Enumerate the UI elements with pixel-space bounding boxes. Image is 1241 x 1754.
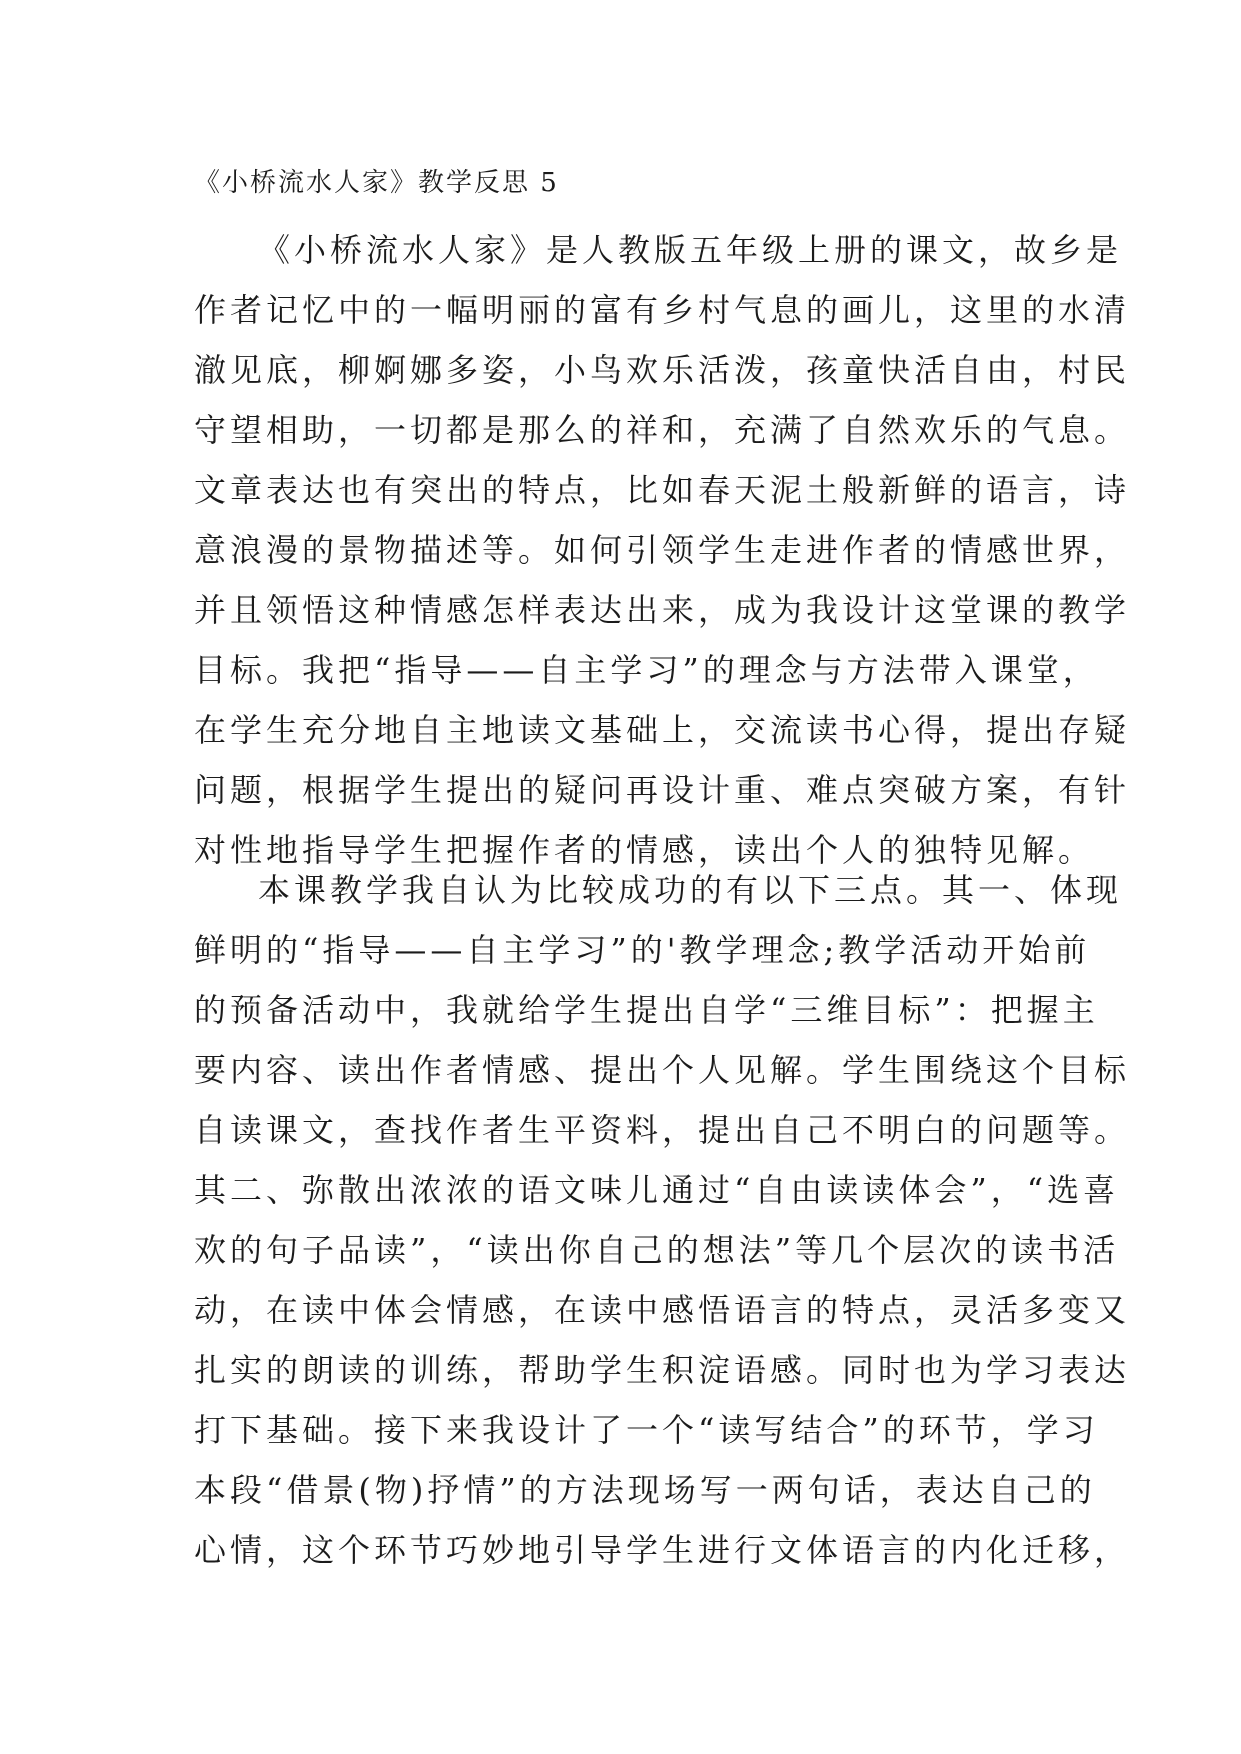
paragraph-line: 欢的句子品读”，“读出你自己的想法”等几个层次的读书活 (194, 1231, 1120, 1269)
paragraph-line: 并且领悟这种情感怎样表达出来，成为我设计这堂课的教学 (194, 591, 1131, 629)
paragraph-line: 对性地指导学生把握作者的情感，读出个人的独特见解。 (194, 831, 1095, 869)
paragraph-line: 问题，根据学生提出的疑问再设计重、难点突破方案，有针 (194, 771, 1131, 809)
paragraph-line: 自读课文，查找作者生平资料，提出自己不明白的问题等。 (194, 1111, 1131, 1149)
paragraph-line: 澈见底，柳婀娜多姿，小鸟欢乐活泼，孩童快活自由，村民 (194, 351, 1131, 389)
paragraph-line: 的预备活动中，我就给学生提出自学“三维目标”：把握主 (194, 991, 1099, 1029)
paragraph-line: 其二、弥散出浓浓的语文味儿通过“自由读读体会”，“选喜 (194, 1171, 1120, 1209)
paragraph-line: 心情，这个环节巧妙地引导学生进行文体语言的内化迁移， (194, 1531, 1131, 1569)
paragraph-line: 鲜明的“指导——自主学习”的'教学理念;教学活动开始前 (194, 931, 1091, 969)
paragraph-line: 动，在读中体会情感，在读中感悟语言的特点，灵活多变又 (194, 1291, 1131, 1329)
paragraph-line: 扎实的朗读的训练，帮助学生积淀语感。同时也为学习表达 (194, 1351, 1131, 1389)
paragraph-line: 意浪漫的景物描述等。如何引领学生走进作者的情感世界， (194, 531, 1131, 569)
paragraph-line: 目标。我把“指导——自主学习”的理念与方法带入课堂， (194, 651, 1099, 689)
paragraph-2 (194, 860, 1131, 1580)
paragraph-line: 打下基础。接下来我设计了一个“读写结合”的环节，学习 (194, 1411, 1099, 1449)
paragraph-line: 作者记忆中的一幅明丽的富有乡村气息的画儿，这里的水清 (194, 291, 1131, 329)
paragraph-line: 本课教学我自认为比较成功的有以下三点。其一、体现 (258, 871, 1123, 909)
paragraph-line: 《小桥流水人家》是人教版五年级上册的课文，故乡是 (258, 231, 1123, 269)
paragraph-line: 守望相助，一切都是那么的祥和，充满了自然欢乐的气息。 (194, 411, 1131, 449)
paragraph-line: 文章表达也有突出的特点，比如春天泥土般新鲜的语言，诗 (194, 471, 1131, 509)
document-title: 《小桥流水人家》教学反思 5 (194, 168, 559, 198)
paragraph-line: 在学生充分地自主地读文基础上，交流读书心得，提出存疑 (194, 711, 1131, 749)
paragraph-line: 要内容、读出作者情感、提出个人见解。学生围绕这个目标 (194, 1051, 1131, 1089)
paragraph-line: 本段“借景(物)抒情”的方法现场写一两句话，表达自己的 (194, 1471, 1096, 1509)
paragraph-1 (194, 220, 1131, 880)
